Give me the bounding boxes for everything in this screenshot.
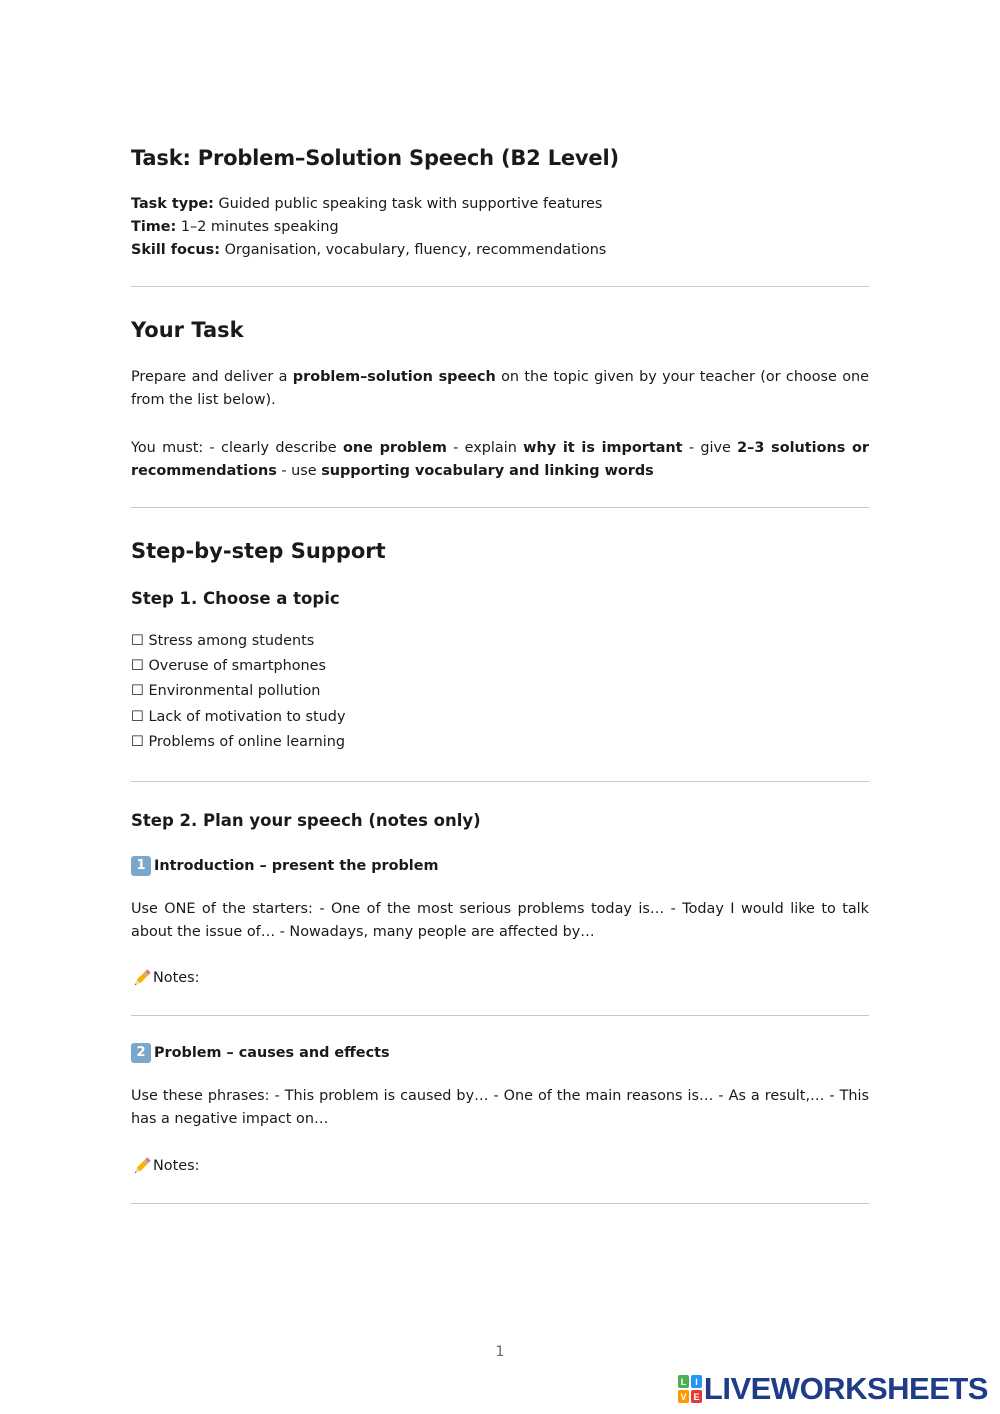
part-title: Problem – causes and effects	[154, 1045, 390, 1061]
meta-label: Time:	[131, 219, 177, 235]
step2-heading: Step 2. Plan your speech (notes only)	[131, 811, 481, 830]
brand-name: LIVEWORKSHEETS	[703, 1371, 988, 1406]
page-number: 1	[495, 1344, 505, 1360]
keycap-two-icon: 2	[131, 1043, 151, 1063]
pencil-icon	[131, 1155, 153, 1177]
topic-option[interactable]	[131, 732, 345, 752]
notes-label: Notes:	[153, 1158, 200, 1174]
task-requirements: You must: - clearly describe one problem - explain why it is important - give 2–3 solutions or recommendations - use supporting vocabulary and linking words	[131, 440, 869, 479]
meta-time	[131, 217, 339, 237]
meta-task-type	[131, 194, 602, 214]
part-title: Introduction – present the problem	[154, 858, 439, 874]
logo-letter: L	[680, 1377, 687, 1387]
logo-letter: V	[680, 1392, 687, 1402]
liveworksheets-brand[interactable]	[678, 1372, 988, 1406]
meta-value: Guided public speaking task with supportive features	[218, 196, 603, 212]
liveworksheets-logo-icon	[678, 1375, 702, 1403]
part2-text: Use these phrases: - This problem is caused by… - One of the main reasons is… - As a result,… - This has a negative impact on…	[131, 1088, 869, 1127]
page-title: Task: Problem–Solution Speech (B2 Level)	[131, 146, 619, 170]
part1-notes[interactable]	[131, 967, 199, 989]
step1-heading: Step 1. Choose a topic	[131, 589, 340, 608]
checkbox-icon[interactable]: ☐	[131, 633, 144, 649]
notes-label: Notes:	[153, 970, 200, 986]
pencil-icon	[131, 967, 153, 989]
divider	[131, 781, 869, 782]
meta-skill-focus	[131, 240, 606, 260]
part1-text: Use ONE of the starters: - One of the most serious problems today is… - Today I would like to talk about the issue of… - Nowadays, many people are affected by…	[131, 901, 869, 940]
task-description: Prepare and deliver a problem–solution speech on the topic given by your teacher (or choose one from the list below).	[131, 369, 870, 408]
meta-value: 1–2 minutes speaking	[180, 219, 339, 235]
part2-notes[interactable]	[131, 1155, 199, 1177]
topic-label: Overuse of smartphones	[148, 658, 327, 674]
topic-label: Lack of motivation to study	[148, 709, 346, 725]
meta-label: Skill focus:	[131, 242, 220, 258]
topic-option[interactable]	[131, 656, 326, 676]
checkbox-icon[interactable]: ☐	[131, 709, 144, 725]
part1-heading	[131, 855, 438, 877]
part2-heading	[131, 1042, 390, 1064]
topic-label: Stress among students	[148, 633, 315, 649]
logo-letter: E	[693, 1392, 700, 1402]
logo-letter: I	[695, 1377, 698, 1387]
topic-option[interactable]	[131, 631, 314, 651]
support-heading: Step-by-step Support	[131, 539, 386, 563]
divider	[131, 286, 869, 287]
divider	[131, 1203, 869, 1204]
topic-option[interactable]	[131, 681, 320, 701]
meta-label: Task type:	[131, 196, 214, 212]
topic-option[interactable]	[131, 707, 345, 727]
meta-value: Organisation, vocabulary, fluency, recommendations	[224, 242, 607, 258]
topic-label: Environmental pollution	[148, 683, 321, 699]
topic-label: Problems of online learning	[148, 734, 346, 750]
checkbox-icon[interactable]: ☐	[131, 734, 144, 750]
checkbox-icon[interactable]: ☐	[131, 683, 144, 699]
divider	[131, 507, 869, 508]
checkbox-icon[interactable]: ☐	[131, 658, 144, 674]
keycap-one-icon: 1	[131, 856, 151, 876]
divider	[131, 1015, 869, 1016]
your-task-heading: Your Task	[131, 318, 244, 342]
